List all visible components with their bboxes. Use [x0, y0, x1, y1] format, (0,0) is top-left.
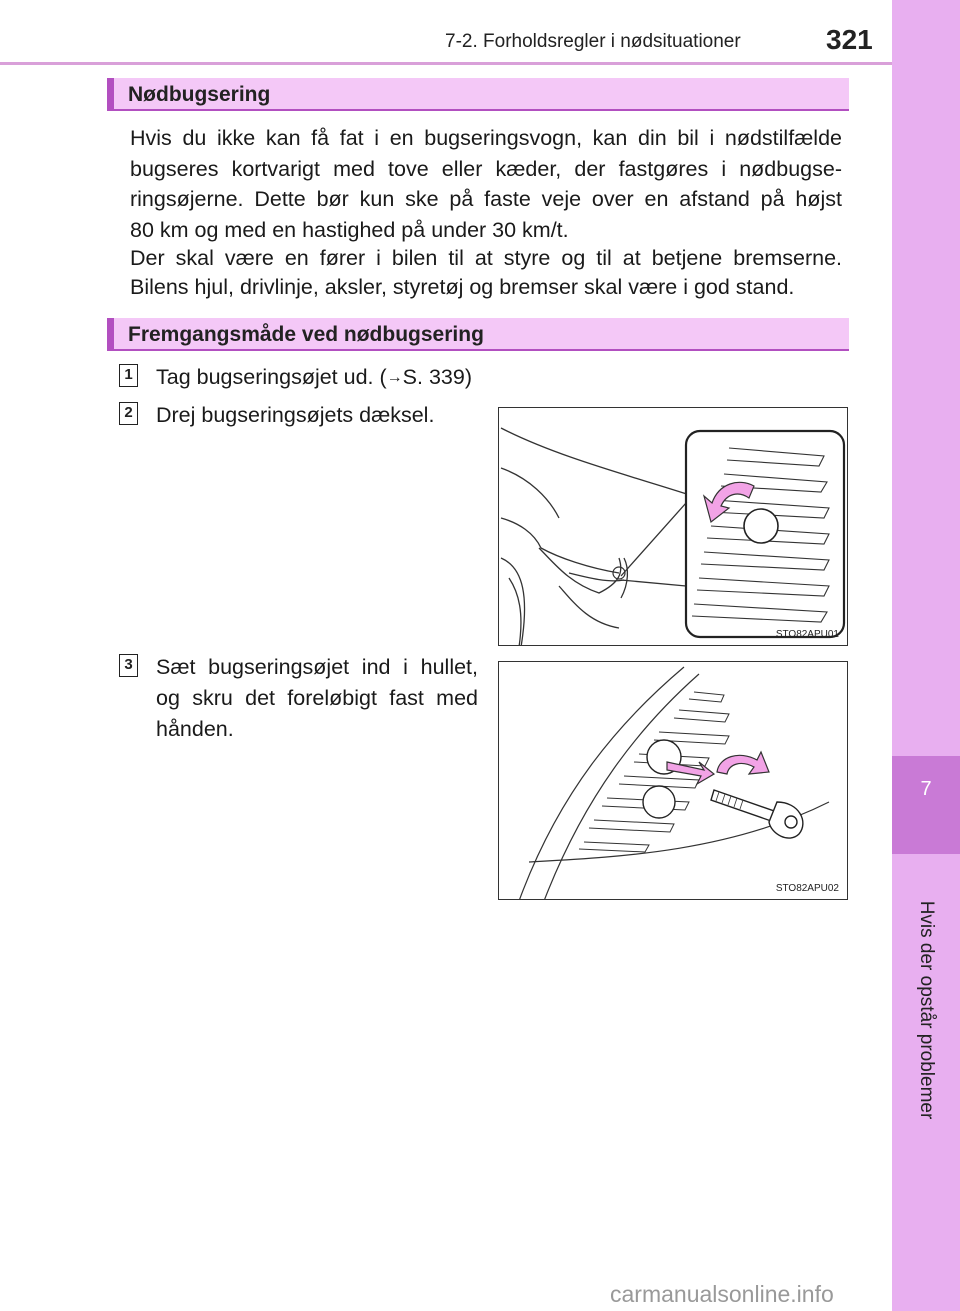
- car-bumper-illustration: [499, 408, 848, 646]
- chapter-title: Hvis der opstår problemer: [916, 900, 937, 1120]
- step-text-part: Tag bugseringsøjet ud. (: [156, 365, 387, 389]
- step-text-line: og skru det foreløbigt fast med: [156, 686, 478, 710]
- step-text-line: Sæt bugseringsøjet ind i hullet,: [156, 655, 478, 679]
- tow-eye-cover-icon: [744, 509, 778, 543]
- step-number-box: 1: [119, 364, 138, 387]
- reference-arrow-icon: →: [386, 369, 403, 386]
- step-number-box: 2: [119, 402, 138, 425]
- figure-code: STO82APU02: [775, 883, 839, 894]
- section-heading-bar: [107, 318, 849, 351]
- body-line: Der skal være en fører i bilen til at styre og til at betjene bremserne.: [130, 246, 842, 270]
- section-heading: Fremgangsmåde ved nødbugsering: [128, 323, 484, 346]
- chapter-tab-marker: [892, 756, 960, 854]
- header-rule: [0, 62, 892, 65]
- step-text: Drej bugseringsøjets dæksel.: [156, 403, 435, 427]
- tow-eye-insert-illustration: [499, 662, 848, 900]
- body-line: 80 km og med en hastighed på under 30 km/t.: [130, 217, 569, 242]
- running-header: 7-2. Forholdsregler i nødsituationer: [445, 31, 741, 52]
- figure-tow-eye-cover: [498, 407, 848, 646]
- tow-eye-hole-icon: [643, 786, 675, 818]
- chapter-number: 7: [920, 778, 932, 800]
- watermark: carmanualsonline.info: [610, 1281, 834, 1307]
- step-text: [156, 362, 472, 393]
- step-number-box: 3: [119, 654, 138, 677]
- body-line: Hvis du ikke kan få fat i en bugseringsvogn, kan din bil i nødstilfælde: [130, 126, 842, 150]
- screw-arrow-icon: [717, 752, 769, 774]
- step-text-line: hånden.: [156, 717, 234, 741]
- section-heading-bar: [107, 78, 849, 111]
- page-number: 321: [826, 24, 873, 55]
- body-line: ringsøjerne. Dette bør kun ske på faste veje over en afstand på højst: [130, 187, 842, 211]
- body-line: bugseres kortvarigt med tove eller kæder, der fastgøres i nødbugse-: [130, 156, 842, 181]
- section-heading: Nødbugsering: [128, 83, 271, 106]
- figure-insert-tow-eye: [498, 661, 848, 900]
- page-reference-link[interactable]: S. 339): [402, 365, 472, 389]
- figure-code: STO82APU01: [775, 629, 839, 640]
- body-line: Bilens hjul, drivlinje, aksler, styretøj og bremser skal være i god stand.: [130, 275, 795, 299]
